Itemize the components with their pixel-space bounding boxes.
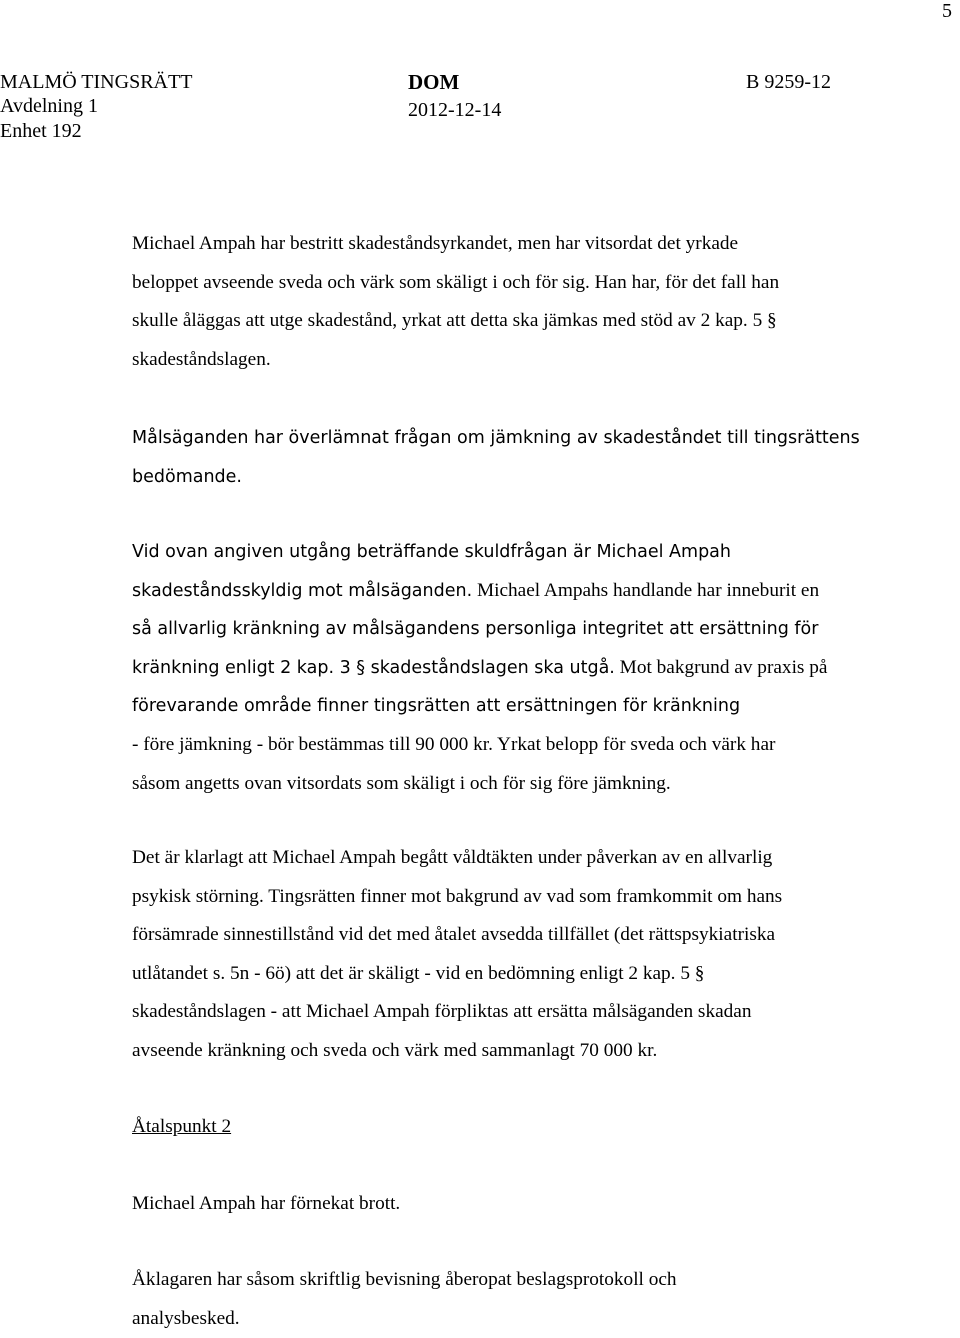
court-name: MALMÖ TINGSRÄTT bbox=[0, 71, 193, 93]
paragraph-2 bbox=[132, 419, 932, 496]
paragraph-line: skadeståndslagen. bbox=[132, 348, 271, 370]
paragraph-line: skadeståndslagen - att Michael Ampah förpliktas att ersätta målsäganden skadan bbox=[132, 1001, 752, 1023]
paragraph-line: såsom angetts ovan vitsordats som skäligt i och för sig före jämkning. bbox=[132, 772, 671, 794]
paragraph-line: försämrade sinnestillstånd vid det med åtalet avsedda tillfället (det rättspsykiatriska bbox=[132, 924, 776, 946]
heading-text: Åtalspunkt 2 bbox=[132, 1116, 232, 1137]
paragraph-line: förevarande område finner tingsrätten att ersättningen för kränkning bbox=[132, 696, 741, 717]
paragraph-line: avseende kränkning och sveda och värk med sammanlagt 70 000 kr. bbox=[132, 1039, 658, 1061]
paragraph-line: Det är klarlagt att Michael Ampah begått våldtäkten under påverkan av en allvarlig bbox=[132, 847, 773, 868]
department: Avdelning 1 bbox=[0, 95, 98, 117]
paragraph-3 bbox=[132, 533, 932, 803]
paragraph-6 bbox=[132, 1261, 932, 1338]
paragraph-line bbox=[132, 649, 932, 688]
paragraph-line: beloppet avseende sveda och värk som skäligt i och för sig. Han har, för det fall han bbox=[132, 271, 780, 293]
text-run: kränkning enligt 2 kap. 3 § skadeståndslagen ska utgå. bbox=[132, 657, 615, 678]
paragraph-line bbox=[132, 572, 932, 611]
paragraph-line: bedömande. bbox=[132, 466, 242, 487]
paragraph-line: utlåtandet s. 5n - 6ö) att det är skäligt - vid en bedömning enligt 2 kap. 5 § bbox=[132, 962, 705, 984]
page-number: 5 bbox=[942, 0, 952, 22]
paragraph-5 bbox=[132, 1185, 932, 1224]
paragraph-line: så allvarlig kränkning av målsägandens personliga integritet att ersättning för bbox=[132, 619, 819, 640]
paragraph-line: Michael Ampah har förnekat brott. bbox=[132, 1193, 401, 1214]
paragraph-1 bbox=[132, 225, 932, 379]
section-heading bbox=[132, 1108, 932, 1147]
paragraph-line: analysbesked. bbox=[132, 1307, 240, 1329]
text-run: Michael Ampahs handlande har inneburit en bbox=[472, 579, 820, 601]
document-date: 2012-12-14 bbox=[408, 99, 502, 121]
document-type: DOM bbox=[408, 70, 460, 94]
paragraph-line: - före jämkning - bör bestämmas till 90 000 kr. Yrkat belopp för sveda och värk har bbox=[132, 733, 776, 755]
paragraph-line: Åklagaren har såsom skriftlig bevisning åberopat beslagsprotokoll och bbox=[132, 1269, 677, 1290]
paragraph-line: Michael Ampah har bestritt skadeståndsyrkandet, men har vitsordat det yrkade bbox=[132, 233, 739, 254]
paragraph-4 bbox=[132, 839, 932, 1071]
text-run: Mot bakgrund av praxis på bbox=[614, 656, 828, 678]
paragraph-line: Målsäganden har överlämnat frågan om jämkning av skadeståndet till tingsrättens bbox=[132, 428, 860, 448]
text-run: skadeståndsskyldig mot målsäganden. bbox=[132, 580, 473, 601]
paragraph-line: skulle åläggas att utge skadestånd, yrkat att detta ska jämkas med stöd av 2 kap. 5 § bbox=[132, 310, 777, 332]
paragraph-line: psykisk störning. Tingsrätten finner mot bakgrund av vad som framkommit om hans bbox=[132, 885, 783, 907]
paragraph-line: Vid ovan angiven utgång beträffande skuldfrågan är Michael Ampah bbox=[132, 542, 731, 562]
unit: Enhet 192 bbox=[0, 120, 82, 142]
case-number: B 9259-12 bbox=[746, 71, 831, 93]
